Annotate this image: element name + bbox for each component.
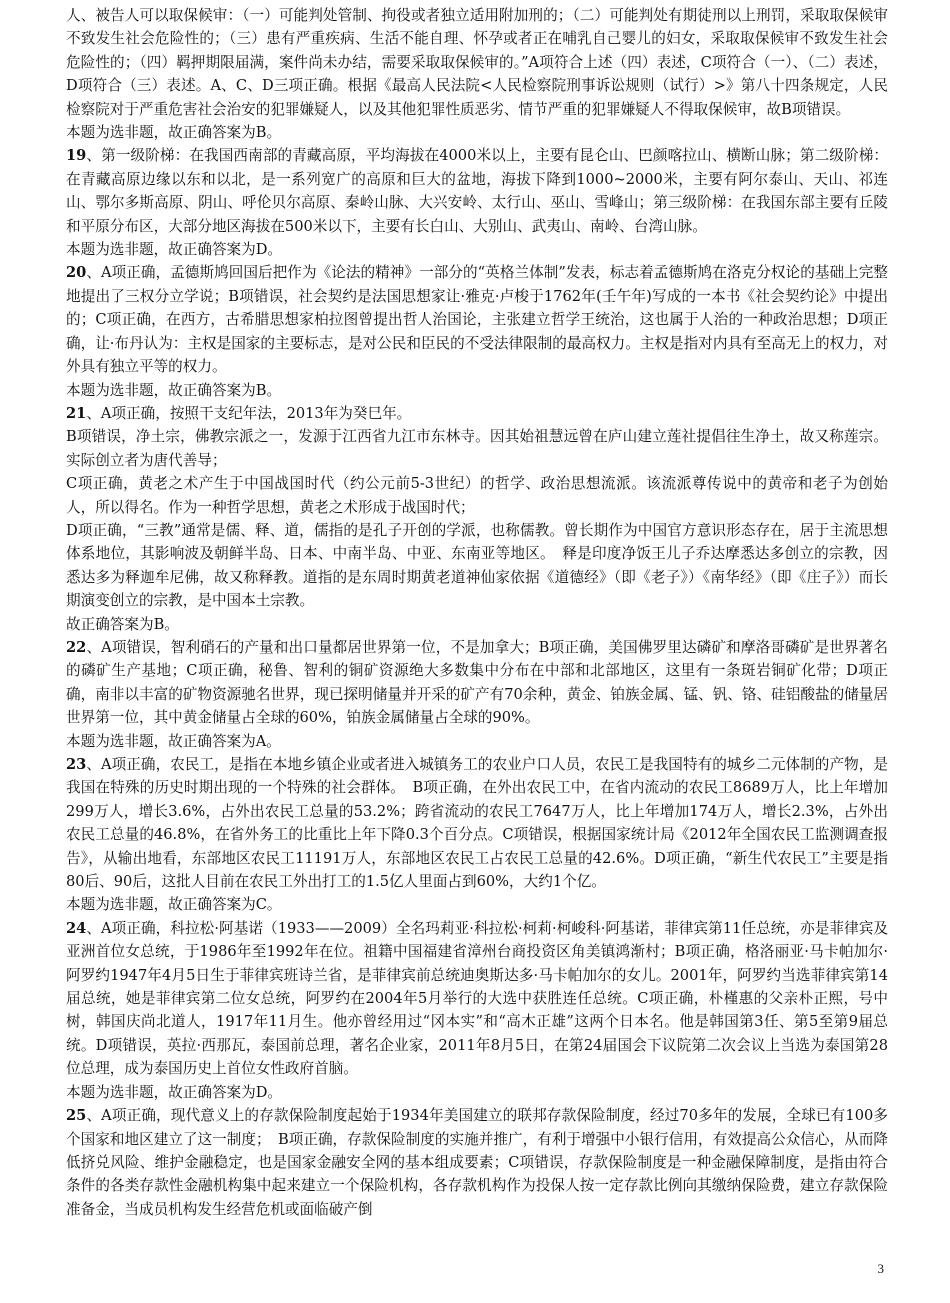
question-number: 20	[66, 264, 87, 282]
paragraph-text: 、A项正确，农民工，是指在本地乡镇企业或者进入城镇务工的农业户口人员，农民工是我国特有的城乡二元体制的产物，是我国在特殊的历史时期出现的一个特殊的社会群体。 B项正确，在外出农民工中，在省内流动的农民工8689万人，比上年增加299万人，增长3.6%，占外出农民工总量的53.2%；跨省流动的农民工7647万人，比上年增加174万人，增长2.3%，占外出农民工总量的46.8%，在省外务工的比重比上年下降0.3个百分点。C项错误，根据国家统计局《2012年全国农民工监测调查报告》，从输出地看，东部地区农民工11191万人，东部地区农民工占农民工总量的42.6%。D项正确，“新生代农民工”主要是指80后、90后，这批人目前在农民工外出打工的1.5亿人里面占到60%，大约1个亿。	[66, 756, 888, 891]
paragraph-text: 、A项正确，孟德斯鸠回国后把作为《论法的精神》一部分的“英格兰体制”发表，标志着孟德斯鸠在洛克分权论的基础上完整地提出了三权分立学说；B项错误，社会契约是法国思想家让·雅克·卢梭于1762年(壬午年)写成的一本书《社会契约论》中提出的；C项正确，在西方，古希腊思想家柏拉图曾提出哲人治国论，主张建立哲学王统治，这也属于人治的一种政治思想；D项正确，让·布丹认为：主权是国家的主要标志，是对公民和臣民的不受法律限制的最高权力。主权是指对内具有至高无上的权力，对外具有独立平等的权力。	[66, 264, 888, 376]
paragraph-15	[66, 893, 888, 916]
paragraph-3	[66, 144, 888, 238]
paragraph-text: 、A项正确，科拉松·阿基诺（1933——2009）全名玛莉亚·科拉松·柯莉·柯峻科·阿基诺，菲律宾第11任总统，亦是菲律宾及亚洲首位女总统，于1986年至1992年在位。祖籍中国福建省漳州台商投资区角美镇鸿渐村；B项正确，格洛丽亚·马卡帕加尔·阿罗约1947年4月5日生于菲律宾班诗兰省，是菲律宾前总统迪奥斯达多·马卡帕加尔的女儿。2001年，阿罗约当选菲律宾第14届总统，她是菲律宾第二位女总统，阿罗约在2004年5月举行的大选中获胜连任总统。C项正确，朴槿惠的父亲朴正熙，号中树，韩国庆尚北道人，1917年11月生。他亦曾经用过“冈本实”和“高木正雄”这两个日本名。他是韩国第3任、第5至第9届总统。D项错误，英拉·西那瓦，泰国前总理，著名企业家，2011年8月5日，在第24届国会下议院第二次会议上当选为泰国第28位总理，成为泰国历史上首位女性政府首脑。	[66, 919, 888, 1078]
paragraph-18	[66, 1104, 888, 1221]
paragraph-text: 、A项正确，按照干支纪年法，2013年为癸巳年。	[86, 404, 412, 422]
question-number: 23	[66, 756, 87, 773]
paragraph-16	[66, 917, 888, 1081]
answer-line: 本题为选非题，故正确答案为B。	[66, 124, 282, 142]
question-number: 22	[66, 638, 87, 656]
question-number: 21	[66, 404, 87, 422]
paragraph-13	[66, 730, 888, 753]
paragraph-8	[66, 425, 888, 472]
paragraph-1	[66, 4, 888, 121]
question-number: 19	[66, 147, 87, 165]
paragraph-text: D项正确，“三教”通常是儒、释、道，儒指的是孔子开创的学派，也称儒教。曾长期作为中国官方意识形态存在，居于主流思想体系地位，其影响波及朝鲜半岛、日本、中南半岛、中亚、东南亚等地区。 释是印度净饭王儿子乔达摩悉达多创立的宗教，因悉达多为释迦牟尼佛，故又称释教。道指的是东周时期黄老道神仙家依据《道德经》（即《老子》）《南华经》（即《庄子》）而长期演变创立的宗教，是中国本土宗教。	[66, 521, 888, 610]
page-number: 3	[877, 1261, 884, 1276]
answer-line: 本题为选非题，故正确答案为B。	[66, 381, 282, 399]
paragraph-text: 、A项错误，智利硝石的产量和出口量都居世界第一位，不是加拿大；B项正确，美国佛罗里达磷矿和摩洛哥磷矿是世界著名的磷矿生产基地；C项正确，秘鲁、智利的铜矿资源绝大多数集中分布在中部和北部地区，这里有一条斑岩铜矿化带；D项正确，南非以丰富的矿物资源驰名世界，现已探明储量并开采的矿产有70余种，黄金、铂族金属、锰、钒、铬、硅铝酸盐的储量居世界第一位，其中黄金储量占全球的60%，铂族金属储量占全球的90%。	[66, 638, 888, 727]
answer-line: 故正确答案为B。	[66, 615, 179, 633]
question-number: 24	[66, 919, 87, 937]
paragraph-7	[66, 402, 888, 425]
paragraph-5	[66, 261, 888, 378]
answer-line: 本题为选非题，故正确答案为C。	[66, 896, 282, 914]
paragraph-17	[66, 1081, 888, 1104]
paragraph-11	[66, 613, 888, 636]
paragraph-10	[66, 519, 888, 613]
paragraph-text: 、A项正确，现代意义上的存款保险制度起始于1934年美国建立的联邦存款保险制度，经过70多年的发展，全球已有100多个国家和地区建立了这一制度； B项正确，存款保险制度的实施并推广，有利于增强中小银行信用，有效提高公众信心，从而降低挤兑风险、维护金融稳定，也是国家金融安全网的基本组成要素；C项错误，存款保险制度是一种金融保障制度，是指由符合条件的各类存款性金融机构集中起来建立一个保险机构，各存款机构作为投保人按一定存款比例向其缴纳保险费，建立存款保险准备金，当成员机构发生经营危机或面临破产倒	[66, 1107, 888, 1218]
paragraph-text: C项正确，黄老之术产生于中国战国时代（约公元前5-3世纪）的哲学、政治思想流派。该流派尊传说中的黄帝和老子为创始人，所以得名。作为一种哲学思想，黄老之术形成于战国时代；	[66, 475, 888, 516]
paragraph-2	[66, 121, 888, 144]
question-number: 25	[66, 1107, 87, 1125]
paragraph-text: 人、被告人可以取保候审：（一）可能判处管制、拘役或者独立适用附加刑的；（二）可能判处有期徒刑以上刑罚，采取取保候审不致发生社会危险性的；（三）患有严重疾病、生活不能自理、怀孕或者正在哺乳自己婴儿的妇女，采取取保候审不致发生社会危险性的；（四）羁押期限届满，案件尚未办结，需要采取取保候审的。”A项符合上述（四）表述，C项符合（一）、（二）表述，D项符合（三）表述。A、C、D三项正确。根据《最高人民法院<人民检察院刑事诉讼规则（试行）>》第八十四条规定，人民检察院对于严重危害社会治安的犯罪嫌疑人，以及其他犯罪性质恶劣、情节严重的犯罪嫌疑人不得取保候审，故B项错误。	[66, 7, 888, 118]
paragraph-9	[66, 472, 888, 519]
paragraph-12	[66, 636, 888, 730]
paragraph-6	[66, 379, 888, 402]
answer-line: 本题为选非题，故正确答案为A。	[66, 732, 281, 750]
paragraph-text: B项错误，净土宗，佛教宗派之一，发源于江西省九江市东林寺。因其始祖慧远曾在庐山建立莲社提倡往生净土，故又称莲宗。实际创立者为唐代善导；	[66, 428, 888, 469]
answer-line: 本题为选非题，故正确答案为D。	[66, 241, 283, 259]
paragraph-14	[66, 753, 888, 893]
answer-line: 本题为选非题，故正确答案为D。	[66, 1083, 283, 1101]
paragraph-text: 、第一级阶梯：在我国西南部的青藏高原，平均海拔在4000米以上，主要有昆仑山、巴颜喀拉山、横断山脉；第二级阶梯：在青藏高原边缘以东和以北，是一系列宽广的高原和巨大的盆地，海拔下降到1000~2000米，主要有阿尔泰山、天山、祁连山、鄂尔多斯高原、阴山、呼伦贝尔高原、秦岭山脉、大兴安岭、太行山、巫山、雪峰山；第三级阶梯：在我国东部主要有丘陵和平原分布区，大部分地区海拔在500米以下，主要有长白山、大别山、武夷山、南岭、台湾山脉。	[66, 147, 888, 235]
paragraph-4	[66, 238, 888, 261]
